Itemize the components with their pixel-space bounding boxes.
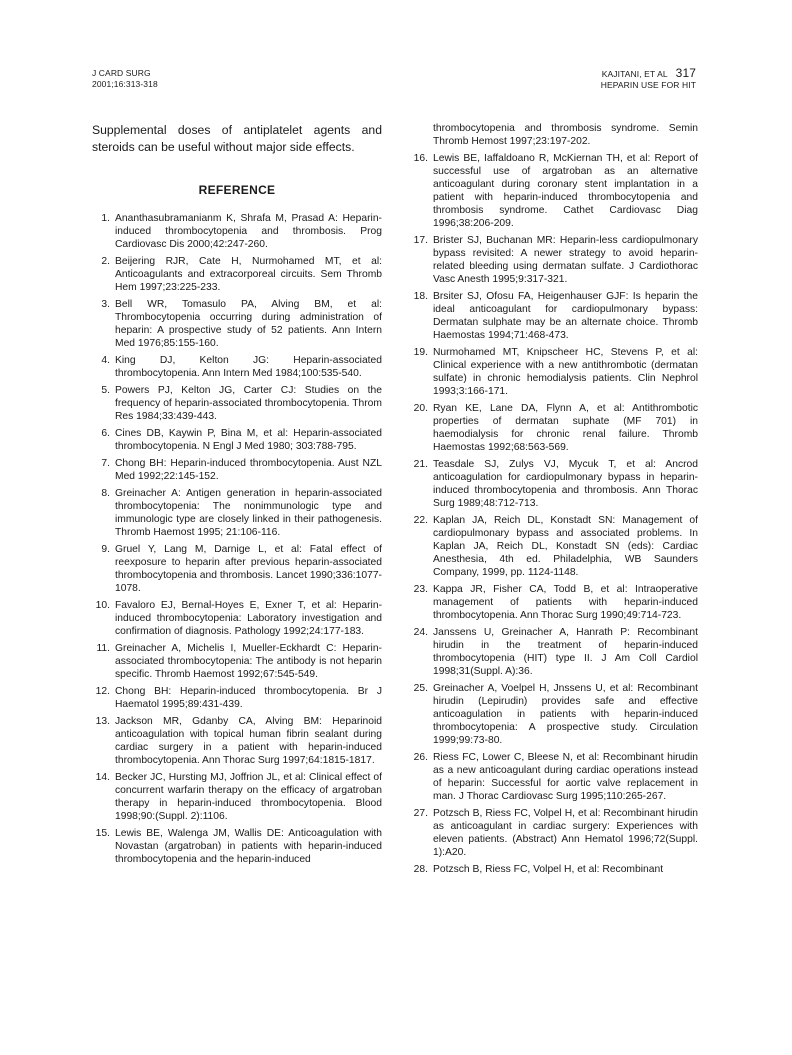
reference-number: 18.: [413, 291, 428, 302]
reference-item: [410, 346, 698, 398]
reference-number: 12.: [95, 686, 110, 697]
right-column: [410, 122, 698, 880]
reference-list-right: [410, 152, 698, 876]
reference-item: [92, 599, 382, 638]
intro-paragraph: Supplemental doses of antiplatelet agents and steroids can be useful without major side effects.: [92, 123, 382, 154]
reference-item: [92, 212, 382, 251]
reference-text: Brsiter SJ, Ofosu FA, Heigenhauser GJF: Is heparin the ideal anticoagulant for cardiopulmonary bypass: Dermatan sulphate may be an alternate choice. Thromb Haemostas 1994;71:468-473.: [433, 291, 698, 341]
reference-text: Potzsch B, Riess FC, Volpel H, et al: Recombinant: [433, 864, 664, 875]
reference-text: Gruel Y, Lang M, Darnige L, et al: Fatal effect of reexposure to heparin after previous heparin-associated thrombocytopenia and thrombosis. Lancet 1990;336:1077-1078.: [115, 544, 382, 594]
running-header-right: [601, 68, 696, 91]
reference-item: [410, 751, 698, 803]
reference-number: 10.: [95, 600, 110, 611]
reference-continuation: thrombocytopenia and thrombosis syndrome. Semin Thromb Hemost 1997;23:197-202.: [433, 123, 698, 147]
header-authors: KAJITANI, ET AL: [601, 69, 668, 79]
reference-text: Powers PJ, Kelton JG, Carter CJ: Studies on the frequency of heparin-associated thrombocytopenia. Throm Res 1984;33:439-443.: [115, 385, 382, 422]
reference-number: 1.: [101, 213, 110, 224]
reference-item: [410, 458, 698, 510]
reference-item: [92, 298, 382, 350]
reference-number: 21.: [413, 459, 428, 470]
running-title: HEPARIN USE FOR HIT: [600, 80, 696, 90]
reference-item: [92, 827, 382, 866]
journal-citation: 2001;16:313-318: [92, 79, 158, 89]
reference-item: [410, 682, 698, 747]
reference-item: [410, 402, 698, 454]
reference-text: Kappa JR, Fisher CA, Todd B, et al: Intraoperative management of patients with heparin-induced thrombocytopenia. Ann Thorac Surg 1990;49:714-723.: [433, 584, 698, 621]
reference-number: 14.: [95, 772, 110, 783]
reference-text: Chong BH: Heparin-induced thrombocytopenia. Aust NZL Med 1992;22:145-152.: [115, 458, 382, 482]
reference-item: [92, 384, 382, 423]
reference-text: Cines DB, Kaywin P, Bina M, et al: Heparin-associated thrombocytopenia. N Engl J Med 1980; 303:788-795.: [115, 428, 382, 452]
reference-item: [410, 514, 698, 579]
reference-item: [92, 715, 382, 767]
reference-number: 9.: [101, 544, 110, 555]
reference-item: [92, 685, 382, 711]
reference-number: 23.: [413, 584, 428, 595]
running-header-left: [92, 68, 158, 90]
reference-item: [92, 255, 382, 294]
reference-text: Becker JC, Hursting MJ, Joffrion JL, et al: Clinical effect of concurrent warfarin therapy on the efficacy of argatroban therapy in heparin-induced thrombocytopenia. Blood 1998;90:(Suppl. 2):1106.: [115, 772, 382, 822]
reference-item: [410, 152, 698, 230]
reference-number: 6.: [101, 428, 110, 439]
reference-text: Lewis BE, Iaffaldoano R, McKiernan TH, et al: Report of successful use of argatroban as an alternative anticoagulant during coronary stent implantation in a patient with heparin-induced thrombocytopenia and thrombosis syndrome. Cathet Cardiovasc Diag 1996;38:206-209.: [433, 153, 698, 229]
journal-name: J CARD SURG: [92, 68, 151, 78]
reference-item: [92, 487, 382, 539]
reference-item: [410, 234, 698, 286]
reference-item: [410, 583, 698, 622]
reference-item: [92, 354, 382, 380]
reference-number: 2.: [101, 256, 110, 267]
reference-number: 17.: [413, 235, 428, 246]
reference-text: Greinacher A: Antigen generation in heparin-associated thrombocytopenia: The nonimmunologic type and immunologic type are closely linked in their pathogenesis. Thromb Haemost 1995; 21:106-116.: [115, 488, 382, 538]
reference-text: Greinacher A, Michelis I, Mueller-Eckhardt C: Heparin-associated thrombocytopenia: The antibody is not heparin specific. Thromb Haemost 1992;67:545-549.: [115, 643, 382, 680]
reference-item: [92, 427, 382, 453]
reference-number: 16.: [413, 153, 428, 164]
reference-number: 5.: [101, 385, 110, 396]
reference-number: 19.: [413, 347, 428, 358]
reference-item: [92, 543, 382, 595]
reference-item: [410, 290, 698, 342]
reference-number: 11.: [96, 643, 110, 654]
reference-heading: REFERENCE: [198, 183, 276, 197]
reference-number: 7.: [101, 458, 110, 469]
reference-item: [92, 457, 382, 483]
reference-text: Ananthasubramanianm K, Shrafa M, Prasad A: Heparin-induced thrombocytopenia and thrombosis. Prog Cardiovasc Dis 2000;42:247-260.: [115, 213, 382, 250]
reference-number: 22.: [413, 515, 428, 526]
reference-text: Greinacher A, Voelpel H, Jnssens U, et al: Recombinant hirudin (Lepirudin) provides safe and effective anticoagulation in patients with heparin-induced thrombocytopenia: A prospective study. Circulation 1999;99:73-80.: [433, 683, 698, 746]
reference-number: 15.: [95, 828, 110, 839]
reference-number: 8.: [101, 488, 110, 499]
reference-text: Ryan KE, Lane DA, Flynn A, et al: Antithrombotic properties of dermatan suphate (MF 701) in haemodialysis for chronic renal failure. Thromb Haemostas 1992;68:563-569.: [433, 403, 698, 453]
reference-text: Brister SJ, Buchanan MR: Heparin-less cardiopulmonary bypass revisited: A newer strategy to avoid heparin-related bleeding using dermatan sulfate. J Cardiothorac Vasc Anesth 1995;9:317-321.: [433, 235, 698, 285]
reference-item: [410, 807, 698, 859]
reference-text: Potzsch B, Riess FC, Volpel H, et al: Recombinant hirudin as anticoagulant in cardiac surgery: Experiences with eleven patients. (Abstract) Ann Hematol 1996;72(Suppl. 1):A20.: [433, 808, 698, 858]
reference-text: Riess FC, Lower C, Bleese N, et al: Recombinant hirudin as a new anticoagulant during cardiac operations instead of heparin: Successful for aortic valve replacement in man. J Thorac Cardiovasc Surg 1995;110:265-267.: [433, 752, 698, 802]
page-number: 317: [675, 66, 696, 80]
reference-text: Jackson MR, Gdanby CA, Alving BM: Heparinoid anticoagulation with topical human fibrin sealant during cardiac surgery in a patient with heparin-induced thrombocytopenia. Ann Thorac Surg 1997;64:1815-1817.: [115, 716, 382, 766]
reference-number: 25.: [413, 683, 428, 694]
reference-text: King DJ, Kelton JG: Heparin-associated thrombocytopenia. Ann Intern Med 1984;100:535-540.: [115, 355, 382, 379]
reference-text: Janssens U, Greinacher A, Hanrath P: Recombinant hirudin in the treatment of heparin-induced thrombocytopenia (HIT) type II. J Am Coll Cardiol 1998;31(Suppl. A):36.: [433, 627, 698, 677]
reference-item: [410, 626, 698, 678]
reference-item: [92, 642, 382, 681]
reference-text: Lewis BE, Walenga JM, Wallis DE: Anticoagulation with Novastan (argatroban) in patients with heparin-induced thrombocytopenia and the heparin-induced: [115, 828, 382, 865]
reference-number: 3.: [101, 299, 110, 310]
reference-number: 13.: [95, 716, 110, 727]
reference-text: Kaplan JA, Reich DL, Konstadt SN: Management of cardiopulmonary bypass and associated problems. In Kaplan JA, Reich DL, Konstadt SN (eds): Cardiac Anesthesia, 4th ed. Philadelphia, WB Saunders Company, 1999, pp. 1124-1148.: [433, 515, 698, 578]
reference-number: 24.: [413, 627, 428, 638]
reference-item: [410, 863, 698, 876]
reference-list-left: [92, 212, 382, 866]
reference-number: 27.: [413, 808, 428, 819]
reference-number: 26.: [413, 752, 428, 763]
reference-text: Beijering RJR, Cate H, Nurmohamed MT, et al: Anticoagulants and extracorporeal circuits. Sem Thromb Hem 1997;23:225-233.: [115, 256, 382, 293]
left-column: [92, 122, 382, 870]
reference-text: Favaloro EJ, Bernal-Hoyes E, Exner T, et al: Heparin-induced thrombocytopenia: Laboratory investigation and confirmation of diagnosis. Pathology 1992;24:177-183.: [115, 600, 382, 637]
reference-text: Teasdale SJ, Zulys VJ, Mycuk T, et al: Ancrod anticoagulation for cardiopulmonary bypass in heparin-induced thrombocytopenia and thrombosis. Ann Thorac Surg 1989;48:712-713.: [433, 459, 698, 509]
reference-number: 28.: [413, 864, 428, 875]
reference-item: [92, 771, 382, 823]
reference-number: 20.: [413, 403, 428, 414]
reference-text: Chong BH: Heparin-induced thrombocytopenia. Br J Haematol 1995;89:431-439.: [115, 686, 382, 710]
reference-text: Nurmohamed MT, Knipscheer HC, Stevens P, et al: Clinical experience with a new antithrombotic (dermatan sulfate) in chronic hemodialysis patients. Clin Nephrol 1993;3:166-171.: [433, 347, 698, 397]
reference-text: Bell WR, Tomasulo PA, Alving BM, et al: Thrombocytopenia occurring during administration of heparin: A prospective study of 52 patients. Ann Intern Med 1976;85:155-160.: [115, 299, 382, 349]
reference-number: 4.: [101, 355, 110, 366]
